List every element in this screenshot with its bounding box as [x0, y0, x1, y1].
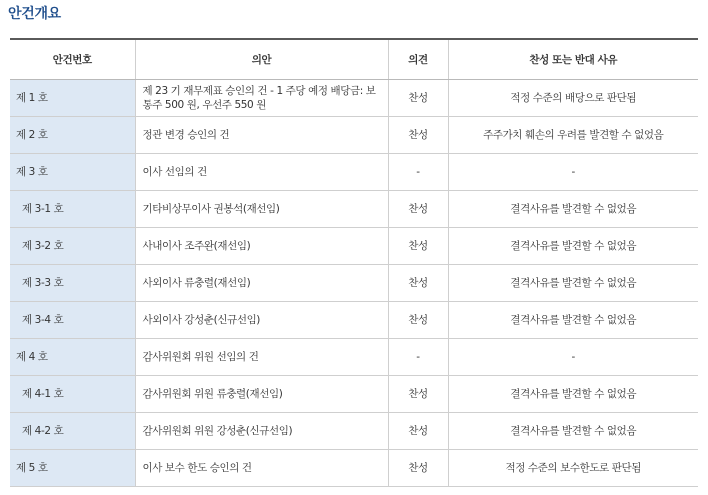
- agenda-number: 제 4-1 호: [10, 375, 135, 412]
- agenda-reason: 적정 수준의 보수한도로 판단됨: [448, 449, 698, 486]
- agenda-title: 감사위원회 위원 선임의 건: [135, 338, 388, 375]
- agenda-number: 제 3-4 호: [10, 301, 135, 338]
- agenda-title: 정관 변경 승인의 건: [135, 116, 388, 153]
- table-row: [10, 227, 698, 264]
- agenda-reason: 적정 수준의 배당으로 판단됨: [448, 79, 698, 116]
- agenda-title: 사내이사 조주완(재선임): [135, 227, 388, 264]
- section-title: 안건개요: [8, 6, 61, 22]
- table-row: [10, 153, 698, 190]
- agenda-title: 이사 선임의 건: [135, 153, 388, 190]
- agenda-opinion: -: [388, 338, 448, 375]
- agenda-opinion: 찬성: [388, 412, 448, 449]
- header-reason: 찬성 또는 반대 사유: [448, 39, 698, 79]
- agenda-reason: 결격사유를 발견할 수 없었음: [448, 227, 698, 264]
- agenda-title: 사외이사 강성춘(신규선임): [135, 301, 388, 338]
- agenda-title: 사외이사 류충렬(재선임): [135, 264, 388, 301]
- agenda-number: 제 4-2 호: [10, 412, 135, 449]
- table-row: [10, 449, 698, 486]
- agenda-number: 제 3 호: [10, 153, 135, 190]
- agenda-opinion: 찬성: [388, 79, 448, 116]
- agenda-number: 제 3-3 호: [10, 264, 135, 301]
- agenda-opinion: 찬성: [388, 264, 448, 301]
- agenda-opinion: 찬성: [388, 190, 448, 227]
- agenda-reason: -: [448, 338, 698, 375]
- agenda-reason: 결격사유를 발견할 수 없었음: [448, 190, 698, 227]
- table-row: [10, 190, 698, 227]
- agenda-opinion: 찬성: [388, 449, 448, 486]
- table-row: [10, 79, 698, 116]
- table-row: [10, 301, 698, 338]
- agenda-title: 감사위원회 위원 강성춘(신규선임): [135, 412, 388, 449]
- agenda-reason: 주주가치 훼손의 우려를 발견할 수 없었음: [448, 116, 698, 153]
- agenda-reason: 결격사유를 발견할 수 없었음: [448, 375, 698, 412]
- agenda-title: 기타비상무이사 권봉석(재선임): [135, 190, 388, 227]
- agenda-number: 제 5 호: [10, 449, 135, 486]
- table-row: [10, 264, 698, 301]
- agenda-opinion: -: [388, 153, 448, 190]
- agenda-title: 제 23 기 재무제표 승인의 건 - 1 주당 예정 배당금: 보통주 500 원, 우선주 550 원: [135, 79, 388, 116]
- agenda-number: 제 3-1 호: [10, 190, 135, 227]
- agenda-reason: 결격사유를 발견할 수 없었음: [448, 264, 698, 301]
- header-opinion: 의견: [388, 39, 448, 79]
- agenda-title: 이사 보수 한도 승인의 건: [135, 449, 388, 486]
- agenda-opinion: 찬성: [388, 375, 448, 412]
- table-header-row: [10, 39, 698, 79]
- table-row: [10, 116, 698, 153]
- header-agenda-number: 안건번호: [10, 39, 135, 79]
- table-row: [10, 338, 698, 375]
- agenda-opinion: 찬성: [388, 116, 448, 153]
- table-row: [10, 412, 698, 449]
- agenda-number: 제 4 호: [10, 338, 135, 375]
- agenda-number: 제 2 호: [10, 116, 135, 153]
- agenda-opinion: 찬성: [388, 227, 448, 264]
- agenda-table: [10, 38, 698, 487]
- header-agenda-title: 의안: [135, 39, 388, 79]
- agenda-opinion: 찬성: [388, 301, 448, 338]
- agenda-reason: 결격사유를 발견할 수 없었음: [448, 301, 698, 338]
- agenda-reason: 결격사유를 발견할 수 없었음: [448, 412, 698, 449]
- agenda-reason: -: [448, 153, 698, 190]
- agenda-number: 제 1 호: [10, 79, 135, 116]
- table-row: [10, 375, 698, 412]
- agenda-title: 감사위원회 위원 류충렬(재선임): [135, 375, 388, 412]
- agenda-number: 제 3-2 호: [10, 227, 135, 264]
